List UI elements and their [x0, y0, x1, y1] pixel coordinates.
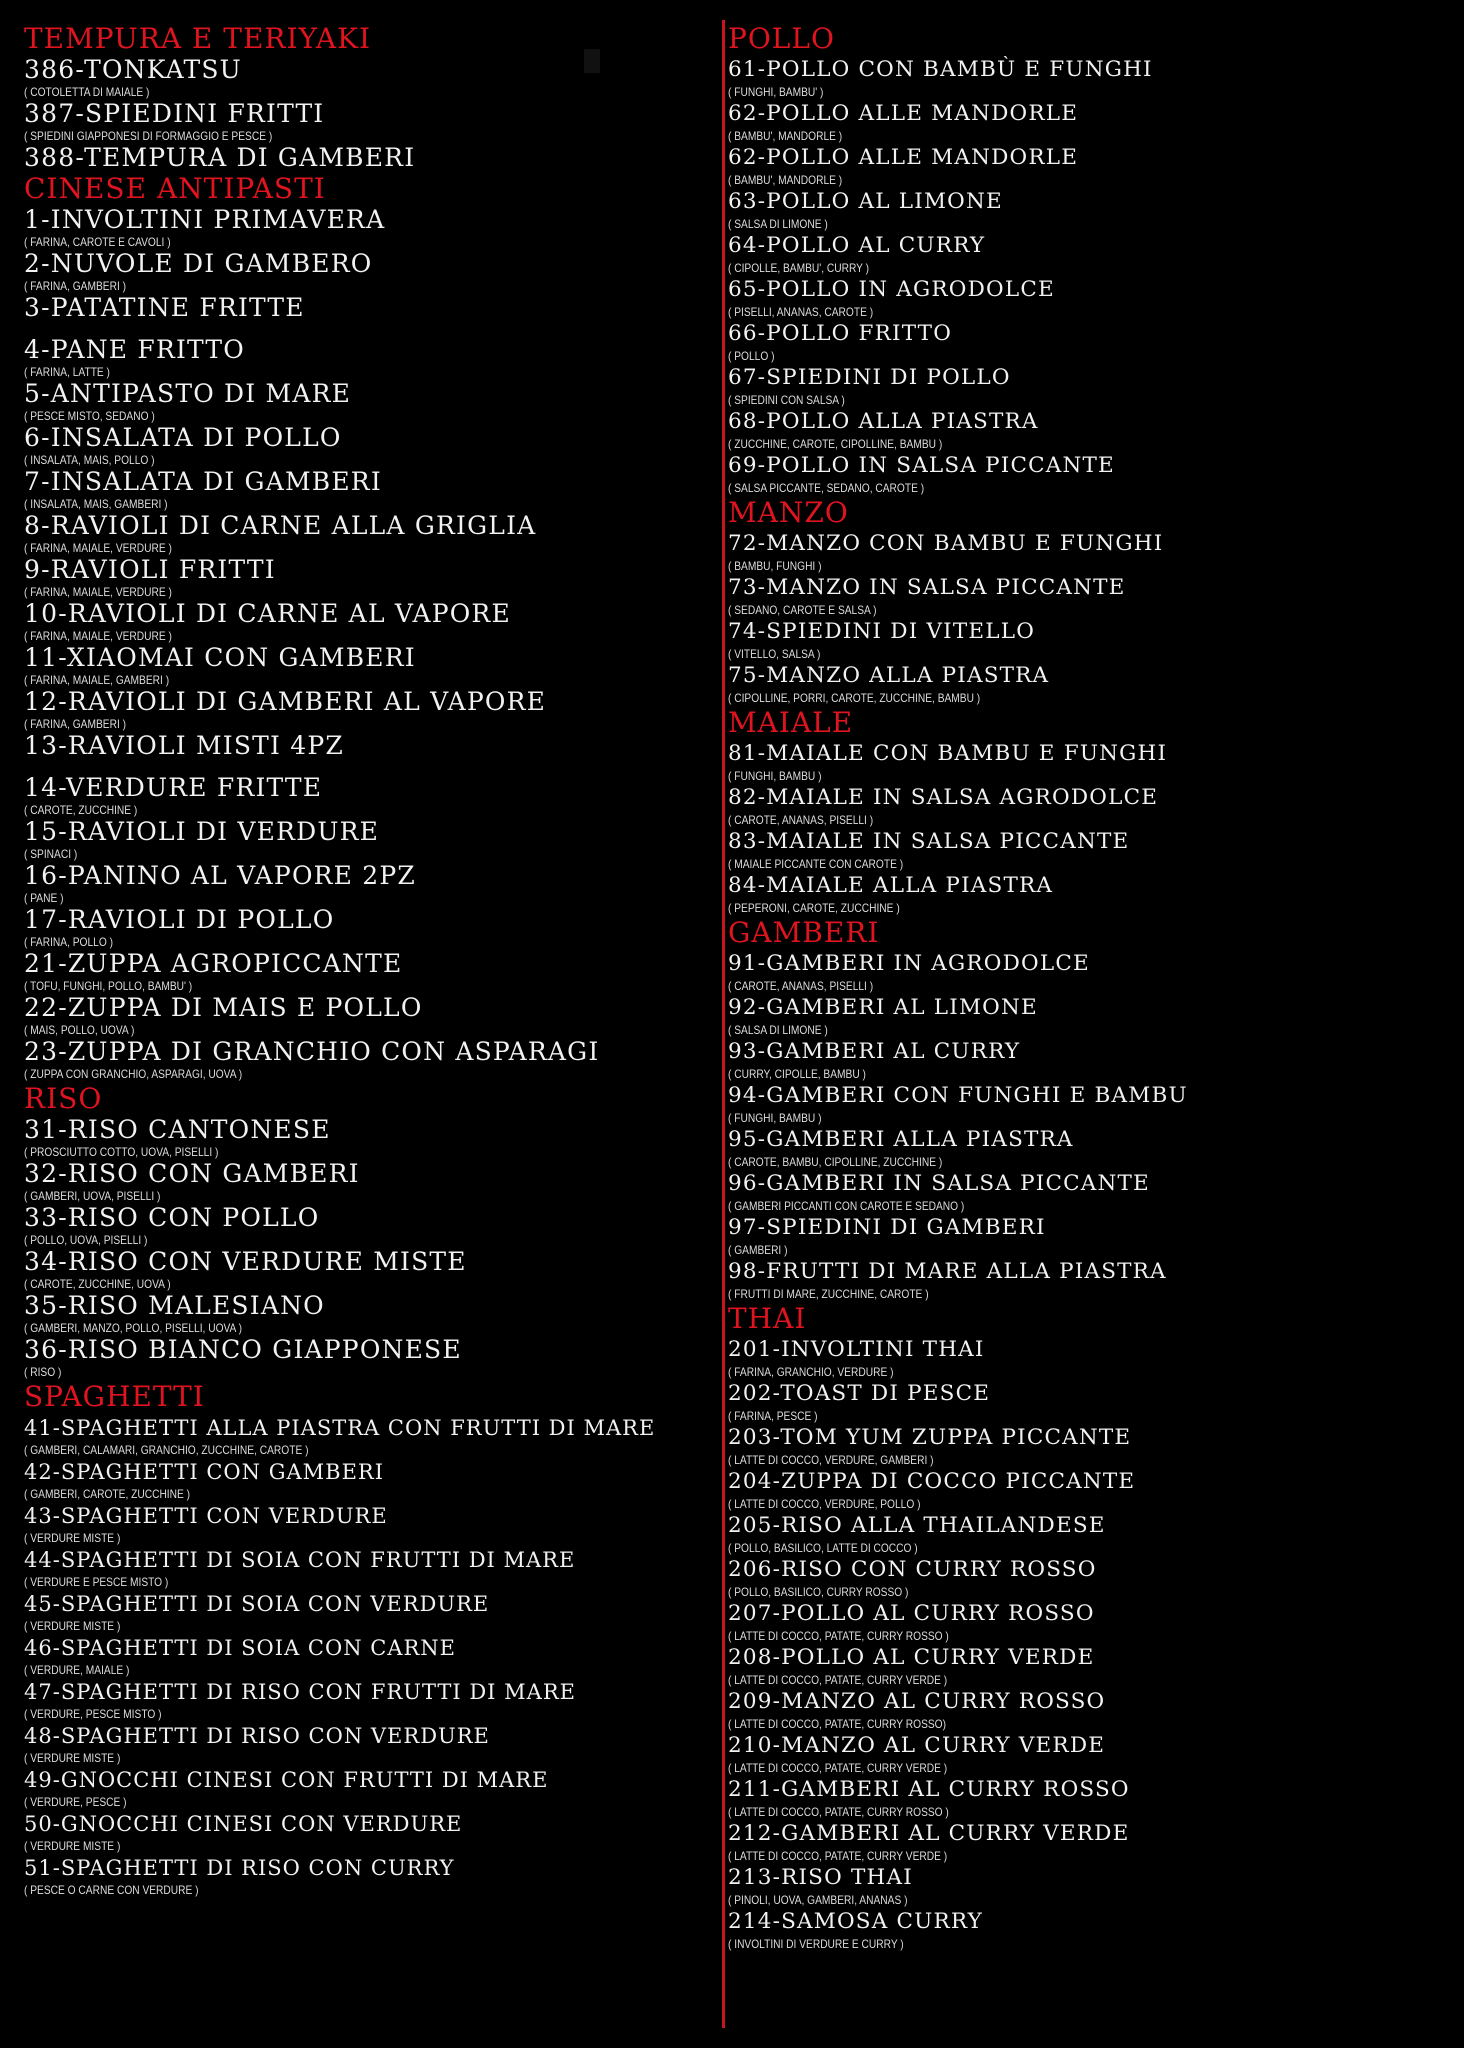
menu-item-ingredients: ( GAMBERI, CAROTE, ZUCCHINE ) [24, 1487, 191, 1501]
menu-item-ingredients: ( GAMBERI ) [728, 1243, 788, 1257]
menu-item [728, 950, 1448, 994]
menu-item-ingredients: ( COTOLETTA DI MAIALE ) [24, 85, 150, 99]
menu-item-name: 212-GAMBERI AL CURRY VERDE [728, 1821, 1130, 1846]
menu-item-name: 82-MAIALE IN SALSA AGRODOLCE [728, 785, 1159, 810]
menu-item-name: 48-SPAGHETTI DI RISO CON VERDURE [24, 1724, 490, 1748]
menu-item-ingredients: ( ZUCCHINE, CAROTE, CIPOLLINE, BAMBU ) [728, 437, 943, 451]
menu-item-ingredients: ( FARINA, MAIALE, VERDURE ) [24, 585, 172, 599]
menu-item-ingredients: ( SPIEDINI CON SALSA ) [728, 393, 845, 407]
section-title: MAIALE [728, 706, 854, 739]
menu-item-name: 386-TONKATSU [24, 55, 242, 84]
menu-item-ingredients: ( PESCE MISTO, SEDANO ) [24, 409, 155, 423]
menu-item-ingredients: ( VERDURE MISTE ) [24, 1531, 121, 1545]
menu-item [24, 1590, 724, 1634]
menu-item-name: 17-RAVIOLI DI POLLO [24, 905, 335, 934]
menu-item [24, 250, 724, 294]
menu-item-ingredients: ( FUNGHI, BAMBU ) [728, 1111, 822, 1125]
menu-item-ingredients: ( LATTE DI COCCO, PATATE, CURRY ROSSO ) [728, 1805, 949, 1819]
menu-item-name: 45-SPAGHETTI DI SOIA CON VERDURE [24, 1592, 490, 1616]
menu-item [728, 662, 1448, 706]
menu-item [728, 872, 1448, 916]
menu-item-name: 213-RISO THAI [728, 1865, 913, 1890]
menu-item-name: 35-RISO MALESIANO [24, 1291, 325, 1320]
menu-item-ingredients: ( FARINA, PESCE ) [728, 1409, 818, 1423]
menu-item-ingredients: ( VERDURE MISTE ) [24, 1751, 121, 1765]
menu-item-ingredients: ( CAROTE, ZUCCHINE ) [24, 803, 138, 817]
menu-item [24, 1810, 724, 1854]
menu-item [728, 1688, 1448, 1732]
menu-item-name: 75-MANZO ALLA PIASTRA [728, 663, 1050, 688]
menu-item [728, 1170, 1448, 1214]
menu-item [24, 294, 724, 322]
menu-item-name: 83-MAIALE IN SALSA PICCANTE [728, 829, 1130, 854]
menu-item [728, 1126, 1448, 1170]
section-title: CINESE ANTIPASTI [24, 172, 326, 205]
menu-item-ingredients: ( LATTE DI COCCO, PATATE, CURRY ROSSO ) [728, 1629, 949, 1643]
menu-item [24, 1116, 724, 1160]
section-title: RISO [24, 1082, 103, 1115]
menu-item-ingredients: ( LATTE DI COCCO, VERDURE, GAMBERI ) [728, 1453, 934, 1467]
menu-item-name: 68-POLLO ALLA PIASTRA [728, 409, 1039, 434]
menu-item [728, 276, 1448, 320]
menu-item-name: 5-ANTIPASTO DI MARE [24, 379, 352, 408]
menu-item-name: 11-XIAOMAI CON GAMBERI [24, 643, 416, 672]
menu-item [728, 1644, 1448, 1688]
menu-item-name: 6-INSALATA DI POLLO [24, 423, 342, 452]
menu-item [24, 468, 724, 512]
menu-item [728, 1214, 1448, 1258]
menu-item-ingredients: ( FARINA, POLLO ) [24, 935, 113, 949]
menu-item-name: 208-POLLO AL CURRY VERDE [728, 1645, 1095, 1670]
menu-item [24, 1414, 724, 1458]
menu-item-name: 206-RISO CON CURRY ROSSO [728, 1557, 1097, 1582]
menu-item-name: 96-GAMBERI IN SALSA PICCANTE [728, 1171, 1150, 1196]
menu-item [24, 1634, 724, 1678]
menu-item-ingredients: ( CAROTE, ANANAS, PISELLI ) [728, 813, 874, 827]
menu-item-name: 10-RAVIOLI DI CARNE AL VAPORE [24, 599, 511, 628]
menu-item [24, 906, 724, 950]
section-title: TEMPURA E TERIYAKI [24, 22, 372, 55]
menu-item-name: 84-MAIALE ALLA PIASTRA [728, 873, 1054, 898]
menu-section-manzo [728, 496, 1448, 706]
menu-item-name: 9-RAVIOLI FRITTI [24, 555, 276, 584]
menu-item-ingredients: ( GAMBERI, UOVA, PISELLI ) [24, 1189, 161, 1203]
menu-item [24, 1766, 724, 1810]
menu-item [24, 336, 724, 380]
menu-item [728, 740, 1448, 784]
menu-item-ingredients: ( TOFU, FUNGHI, POLLO, BAMBU' ) [24, 979, 193, 993]
menu-item-ingredients: ( FUNGHI, BAMBU ) [728, 769, 822, 783]
menu-item [24, 1458, 724, 1502]
menu-item-name: 41-SPAGHETTI ALLA PIASTRA CON FRUTTI DI MARE [24, 1416, 656, 1440]
menu-item-ingredients: ( CURRY, CIPOLLE, BAMBU ) [728, 1067, 866, 1081]
menu-item [24, 644, 724, 688]
menu-item [728, 1776, 1448, 1820]
menu-item-ingredients: ( GAMBERI PICCANTI CON CAROTE E SEDANO ) [728, 1199, 965, 1213]
menu-item-name: 98-FRUTTI DI MARE ALLA PIASTRA [728, 1259, 1167, 1284]
menu-item [728, 452, 1448, 496]
menu-item-ingredients: ( RISO ) [24, 1365, 62, 1379]
menu-item-ingredients: ( FARINA, GAMBERI ) [24, 717, 127, 731]
menu-item [24, 732, 724, 760]
menu-item [24, 1502, 724, 1546]
menu-item-name: 64-POLLO AL CURRY [728, 233, 986, 258]
menu-item-name: 49-GNOCCHI CINESI CON FRUTTI DI MARE [24, 1768, 549, 1792]
section-title: MANZO [728, 496, 849, 529]
menu-item-name: 92-GAMBERI AL LIMONE [728, 995, 1038, 1020]
menu-item [728, 530, 1448, 574]
menu-item-name: 32-RISO CON GAMBERI [24, 1159, 360, 1188]
menu-item-name: 1-INVOLTINI PRIMAVERA [24, 205, 386, 234]
menu-item [728, 1556, 1448, 1600]
menu-item-name: 13-RAVIOLI MISTI 4PZ [24, 731, 344, 760]
menu-item-name: 3-PATATINE FRITTE [24, 293, 305, 322]
menu-item-name: 66-POLLO FRITTO [728, 321, 953, 346]
menu-item-ingredients: ( FARINA, GAMBERI ) [24, 279, 127, 293]
menu-item [24, 424, 724, 468]
menu-item-name: 14-VERDURE FRITTE [24, 773, 323, 802]
menu-item-ingredients: ( LATTE DI COCCO, PATATE, CURRY ROSSO) [728, 1717, 947, 1731]
menu-item-name: 387-SPIEDINI FRITTI [24, 99, 325, 128]
menu-item-ingredients: ( SALSA DI LIMONE ) [728, 1023, 828, 1037]
menu-item [24, 994, 724, 1038]
menu-item [24, 1546, 724, 1590]
menu-item-name: 91-GAMBERI IN AGRODOLCE [728, 951, 1090, 976]
menu-item-name: 21-ZUPPA AGROPICCANTE [24, 949, 403, 978]
menu-item-name: 97-SPIEDINI DI GAMBERI [728, 1215, 1046, 1240]
menu-item [24, 1248, 724, 1292]
menu-item-ingredients: ( ZUPPA CON GRANCHIO, ASPARAGI, UOVA ) [24, 1067, 243, 1081]
menu-item-name: 33-RISO CON POLLO [24, 1203, 320, 1232]
menu-item-ingredients: ( POLLO, BASILICO, LATTE DI COCCO ) [728, 1541, 918, 1555]
menu-item [24, 862, 724, 906]
menu-section-pollo [728, 22, 1448, 496]
menu-item [728, 1512, 1448, 1556]
section-title: GAMBERI [728, 916, 880, 949]
menu-item [728, 364, 1448, 408]
menu-item-name: 201-INVOLTINI THAI [728, 1337, 985, 1362]
menu-item-name: 34-RISO CON VERDURE MISTE [24, 1247, 467, 1276]
menu-item-ingredients: ( PESCE O CARNE CON VERDURE ) [24, 1883, 199, 1897]
menu-item-name: 50-GNOCCHI CINESI CON VERDURE [24, 1812, 463, 1836]
menu-item [24, 1854, 724, 1898]
menu-item-ingredients: ( PEPERONI, CAROTE, ZUCCHINE ) [728, 901, 900, 915]
menu-item-ingredients: ( INSALATA, MAIS, POLLO ) [24, 453, 155, 467]
menu-item [24, 950, 724, 994]
menu-item-ingredients: ( POLLO, UOVA, PISELLI ) [24, 1233, 148, 1247]
menu-item [728, 1258, 1448, 1302]
menu-item-name: 93-GAMBERI AL CURRY [728, 1039, 1021, 1064]
menu-section-antipasti [24, 172, 724, 1082]
menu-item [24, 556, 724, 600]
menu-item [728, 1908, 1448, 1952]
menu-item [24, 1292, 724, 1336]
menu-item-name: 12-RAVIOLI DI GAMBERI AL VAPORE [24, 687, 547, 716]
menu-item-name: 47-SPAGHETTI DI RISO CON FRUTTI DI MARE [24, 1680, 576, 1704]
menu-item-ingredients: ( FRUTTI DI MARE, ZUCCHINE, CAROTE ) [728, 1287, 929, 1301]
section-title: THAI [728, 1302, 807, 1335]
menu-item-name: 4-PANE FRITTO [24, 335, 245, 364]
menu-item-ingredients: ( FUNGHI, BAMBU' ) [728, 85, 824, 99]
menu-section-gamberi [728, 916, 1448, 1302]
menu-item [728, 784, 1448, 828]
menu-item-ingredients: ( INVOLTINI DI VERDURE E CURRY ) [728, 1937, 904, 1951]
menu-item-name: 2-NUVOLE DI GAMBERO [24, 249, 373, 278]
menu-item [24, 818, 724, 862]
menu-item [24, 100, 724, 144]
menu-item [24, 1038, 724, 1082]
menu-section-tempura [24, 22, 724, 172]
menu-item [728, 1468, 1448, 1512]
menu-item [24, 1160, 724, 1204]
menu-section-maiale [728, 706, 1448, 916]
menu-item-ingredients: ( MAIALE PICCANTE CON CAROTE ) [728, 857, 904, 871]
menu-item [728, 232, 1448, 276]
menu-item [728, 1820, 1448, 1864]
menu-item-name: 22-ZUPPA DI MAIS E POLLO [24, 993, 423, 1022]
menu-item-name: 69-POLLO IN SALSA PICCANTE [728, 453, 1115, 478]
menu-item-name: 63-POLLO AL LIMONE [728, 189, 1003, 214]
menu-item-name: 44-SPAGHETTI DI SOIA CON FRUTTI DI MARE [24, 1548, 576, 1572]
menu-item [728, 1336, 1448, 1380]
menu-item-name: 211-GAMBERI AL CURRY ROSSO [728, 1777, 1130, 1802]
menu-item [24, 1336, 724, 1380]
menu-item-ingredients: ( CIPOLLE, BAMBU', CURRY ) [728, 261, 870, 275]
menu-item-name: 203-TOM YUM ZUPPA PICCANTE [728, 1425, 1132, 1450]
menu-item-name: 67-SPIEDINI DI POLLO [728, 365, 1011, 390]
menu-item-name: 46-SPAGHETTI DI SOIA CON CARNE [24, 1636, 456, 1660]
menu-item-ingredients: ( FARINA, GRANCHIO, VERDURE ) [728, 1365, 894, 1379]
menu-item-ingredients: ( LATTE DI COCCO, PATATE, CURRY VERDE ) [728, 1673, 948, 1687]
menu-item [728, 618, 1448, 662]
menu-item [24, 206, 724, 250]
menu-item-ingredients: ( POLLO ) [728, 349, 775, 363]
menu-item-ingredients: ( SALSA DI LIMONE ) [728, 217, 828, 231]
menu-item [728, 144, 1448, 188]
menu-item-ingredients: ( SEDANO, CAROTE E SALSA ) [728, 603, 877, 617]
menu-item-name: 209-MANZO AL CURRY ROSSO [728, 1689, 1106, 1714]
menu-item-ingredients: ( FARINA, MAIALE, GAMBERI ) [24, 673, 170, 687]
menu-item-name: 51-SPAGHETTI DI RISO CON CURRY [24, 1856, 455, 1880]
menu-item-name: 43-SPAGHETTI CON VERDURE [24, 1504, 388, 1528]
menu-item-name: 65-POLLO IN AGRODOLCE [728, 277, 1055, 302]
menu-item-name: 81-MAIALE CON BAMBU E FUNGHI [728, 741, 1168, 766]
menu-item [728, 828, 1448, 872]
menu-item-ingredients: ( GAMBERI, CALAMARI, GRANCHIO, ZUCCHINE, CAROTE ) [24, 1443, 309, 1457]
menu-item-ingredients: ( SPIEDINI GIAPPONESI DI FORMAGGIO E PESCE ) [24, 129, 273, 143]
menu-item-name: 73-MANZO IN SALSA PICCANTE [728, 575, 1126, 600]
menu-item-name: 205-RISO ALLA THAILANDESE [728, 1513, 1106, 1538]
menu-item-name: 62-POLLO ALLE MANDORLE [728, 101, 1079, 126]
menu-item-ingredients: ( LATTE DI COCCO, VERDURE, POLLO ) [728, 1497, 921, 1511]
menu-item-name: 94-GAMBERI CON FUNGHI E BAMBU [728, 1083, 1188, 1108]
menu-item-ingredients: ( BAMBU', MANDORLE ) [728, 129, 843, 143]
menu-item-ingredients: ( CAROTE, ANANAS, PISELLI ) [728, 979, 874, 993]
menu-item-name: 95-GAMBERI ALLA PIASTRA [728, 1127, 1074, 1152]
menu-item-ingredients: ( MAIS, POLLO, UOVA ) [24, 1023, 135, 1037]
menu-item-ingredients: ( PROSCIUTTO COTTO, UOVA, PISELLI ) [24, 1145, 219, 1159]
menu-item-name: 36-RISO BIANCO GIAPPONESE [24, 1335, 462, 1364]
menu-item-ingredients: ( BAMBU', MANDORLE ) [728, 173, 843, 187]
menu-item [728, 188, 1448, 232]
menu-item-name: 61-POLLO CON BAMBÙ E FUNGHI [728, 57, 1153, 82]
menu-item-ingredients: ( CAROTE, ZUCCHINE, UOVA ) [24, 1277, 171, 1291]
menu-item-name: 62-POLLO ALLE MANDORLE [728, 145, 1079, 170]
menu-item [24, 56, 724, 100]
menu-item [728, 1038, 1448, 1082]
menu-item-ingredients: ( SALSA PICCANTE, SEDANO, CAROTE ) [728, 481, 925, 495]
menu-item-ingredients: ( PISELLI, ANANAS, CAROTE ) [728, 305, 874, 319]
menu-item [24, 512, 724, 556]
menu-column-right [728, 22, 1448, 1952]
menu-item [728, 408, 1448, 452]
menu-item [728, 1082, 1448, 1126]
menu-item [24, 688, 724, 732]
menu-item-ingredients: ( FARINA, LATTE ) [24, 365, 110, 379]
menu-item-name: 31-RISO CANTONESE [24, 1115, 331, 1144]
section-title: POLLO [728, 22, 835, 55]
menu-item-ingredients: ( PINOLI, UOVA, GAMBERI, ANANAS ) [728, 1893, 908, 1907]
spacer [24, 760, 724, 774]
menu-item-ingredients: ( VERDURE E PESCE MISTO ) [24, 1575, 169, 1589]
menu-item [728, 994, 1448, 1038]
menu-item [728, 100, 1448, 144]
menu-column-left [24, 22, 724, 1898]
menu-item-ingredients: ( VERDURE, MAIALE ) [24, 1663, 130, 1677]
menu-item-ingredients: ( FARINA, MAIALE, VERDURE ) [24, 541, 172, 555]
menu-item-ingredients: ( GAMBERI, MANZO, POLLO, PISELLI, UOVA ) [24, 1321, 243, 1335]
menu-item [728, 56, 1448, 100]
menu-item-name: 204-ZUPPA DI COCCO PICCANTE [728, 1469, 1136, 1494]
spacer [24, 322, 724, 336]
menu-item-ingredients: ( CIPOLLINE, PORRI, CAROTE, ZUCCHINE, BAMBU ) [728, 691, 981, 705]
menu-item-name: 23-ZUPPA DI GRANCHIO CON ASPARAGI [24, 1037, 600, 1066]
menu-item-ingredients: ( VERDURE, PESCE ) [24, 1795, 127, 1809]
section-title: SPAGHETTI [24, 1380, 205, 1413]
menu-item-ingredients: ( VERDURE MISTE ) [24, 1839, 121, 1853]
menu-item [24, 1204, 724, 1248]
menu-item-name: 207-POLLO AL CURRY ROSSO [728, 1601, 1095, 1626]
menu-item-ingredients: ( FARINA, MAIALE, VERDURE ) [24, 629, 172, 643]
menu-item-name: 72-MANZO CON BAMBU E FUNGHI [728, 531, 1164, 556]
menu-item [728, 1864, 1448, 1908]
menu-item-ingredients: ( SPINACI ) [24, 847, 78, 861]
menu-item [728, 1732, 1448, 1776]
menu-item [728, 320, 1448, 364]
menu-item-ingredients: ( VERDURE, PESCE MISTO ) [24, 1707, 162, 1721]
menu-item [728, 1424, 1448, 1468]
menu-item-ingredients: ( VERDURE MISTE ) [24, 1619, 121, 1633]
menu-item-ingredients: ( FARINA, CAROTE E CAVOLI ) [24, 235, 171, 249]
menu-item-ingredients: ( CAROTE, BAMBU, CIPOLLINE, ZUCCHINE ) [728, 1155, 943, 1169]
menu-item-ingredients: ( POLLO, BASILICO, CURRY ROSSO ) [728, 1585, 909, 1599]
menu-item [24, 1678, 724, 1722]
menu-item-name: 8-RAVIOLI DI CARNE ALLA GRIGLIA [24, 511, 537, 540]
menu-item [24, 1722, 724, 1766]
menu-item-ingredients: ( INSALATA, MAIS, GAMBERI ) [24, 497, 168, 511]
menu-section-spaghetti [24, 1380, 724, 1898]
menu-item [728, 1380, 1448, 1424]
menu-item-name: 210-MANZO AL CURRY VERDE [728, 1733, 1106, 1758]
menu-section-thai [728, 1302, 1448, 1952]
menu-item-ingredients: ( LATTE DI COCCO, PATATE, CURRY VERDE ) [728, 1761, 948, 1775]
menu-item-name: 16-PANINO AL VAPORE 2PZ [24, 861, 416, 890]
menu-item-name: 214-SAMOSA CURRY [728, 1909, 983, 1934]
menu-item-ingredients: ( PANE ) [24, 891, 64, 905]
menu-item [24, 774, 724, 818]
menu-item [24, 380, 724, 424]
menu-item [24, 600, 724, 644]
menu-item-ingredients: ( LATTE DI COCCO, PATATE, CURRY VERDE ) [728, 1849, 948, 1863]
menu-item [24, 144, 724, 172]
menu-item-name: 42-SPAGHETTI CON GAMBERI [24, 1460, 385, 1484]
menu-item-name: 15-RAVIOLI DI VERDURE [24, 817, 380, 846]
menu-item [728, 574, 1448, 618]
menu-item [728, 1600, 1448, 1644]
menu-item-ingredients: ( VITELLO, SALSA ) [728, 647, 821, 661]
menu-item-name: 202-TOAST DI PESCE [728, 1381, 991, 1406]
menu-item-name: 74-SPIEDINI DI VITELLO [728, 619, 1036, 644]
menu-item-name: 388-TEMPURA DI GAMBERI [24, 143, 416, 172]
menu-item-ingredients: ( BAMBU, FUNGHI ) [728, 559, 822, 573]
menu-section-riso [24, 1082, 724, 1380]
menu-item-name: 7-INSALATA DI GAMBERI [24, 467, 382, 496]
